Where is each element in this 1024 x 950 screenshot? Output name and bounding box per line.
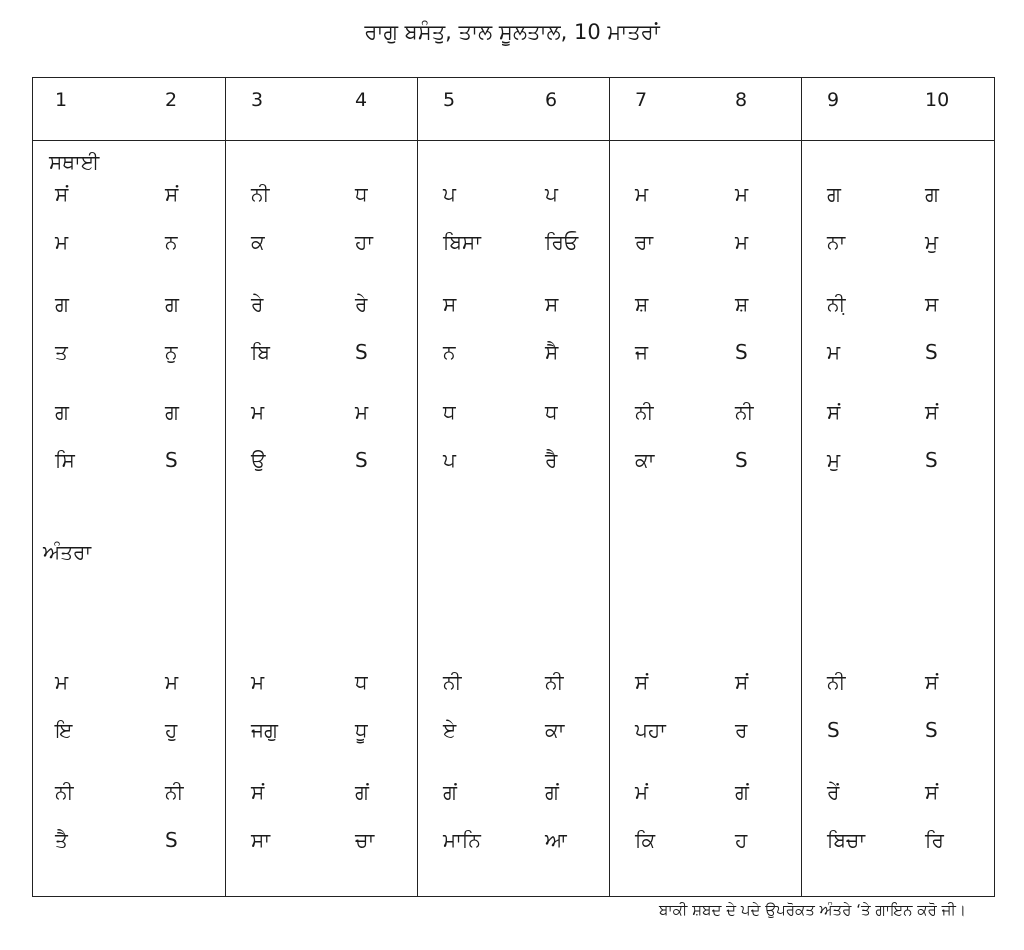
swar-cell: ਪ — [443, 182, 456, 206]
swar-cell: ਗ — [165, 292, 179, 316]
swar-cell: ਮ — [635, 182, 649, 206]
bol-cell: ਮੁ — [827, 448, 841, 472]
swar-cell: ਸਂ — [827, 400, 841, 424]
swar-cell: ਨੀ — [251, 182, 270, 206]
swar-cell: ਗਂ — [355, 780, 369, 804]
beat-number: 3 — [251, 89, 264, 111]
bol-cell: ਮ — [735, 230, 749, 254]
antra-label: ਅੰਤਰਾ — [43, 540, 92, 564]
swar-cell: ਮਂ — [635, 780, 649, 804]
swar-cell: ਮ — [251, 400, 265, 424]
swar-cell: ਧ — [355, 670, 368, 694]
swar-cell: ਰੇ — [251, 292, 264, 316]
beat-number: 10 — [925, 89, 950, 111]
swar-cell: ਮ — [355, 400, 369, 424]
beat-number: 1 — [55, 89, 68, 111]
sthai-label: ਸਥਾਈ — [49, 150, 100, 174]
bol-cell: ਕਿ — [635, 828, 656, 852]
bol-cell: ਜਗੁ — [251, 718, 278, 742]
group-divider — [417, 78, 418, 896]
bol-cell: ਪ — [443, 448, 456, 472]
bol-cell: S — [925, 718, 938, 742]
bol-cell: ਸਿ — [55, 448, 75, 472]
beat-number: 5 — [443, 89, 456, 111]
swar-cell: ਗਂ — [545, 780, 559, 804]
bol-cell: ਨਾ — [827, 230, 846, 254]
bol-cell: ਪਹਾ — [635, 718, 666, 742]
bol-cell: ਇ — [55, 718, 73, 742]
swar-cell: ਨੀ — [545, 670, 564, 694]
footer-note: ਬਾਕੀ ਸ਼ਬਦ ਦੇ ਪਦੇ ਉਪਰੋਕਤ ਅੰਤਰੇ ‘ਤੇ ਗਾਇਨ ਕਰੋ ਜੀ। — [658, 901, 966, 919]
swar-cell: ਗ — [165, 400, 179, 424]
swar-cell: ਸਂ — [55, 182, 69, 206]
beat-number: 6 — [545, 89, 558, 111]
swar-cell: ਸ਼ — [735, 292, 749, 316]
swar-cell: ਰੇ — [355, 292, 368, 316]
bol-cell: S — [735, 448, 748, 472]
header-divider — [33, 140, 994, 141]
bol-cell: ਜ — [635, 340, 649, 364]
swar-cell: ਰੇਂ — [827, 780, 840, 804]
bol-cell: ਨ — [165, 230, 178, 254]
bol-cell: ਧੂ — [355, 718, 368, 742]
swar-cell: ਨੀ — [55, 780, 74, 804]
bol-cell: ਤੈ — [55, 828, 68, 852]
beat-number: 2 — [165, 89, 178, 111]
beat-number: 4 — [355, 89, 368, 111]
bol-cell: ਕਾ — [545, 718, 565, 742]
swar-cell: ਧ — [443, 400, 456, 424]
swar-cell: ਗ — [827, 182, 841, 206]
bol-cell: ਸੈ — [545, 340, 559, 364]
bol-cell: S — [165, 828, 178, 852]
swar-cell: ਗ — [55, 292, 69, 316]
swar-cell: ਸਂ — [925, 780, 939, 804]
bol-cell: ਆ — [545, 828, 567, 852]
swar-cell: ਸਂ — [925, 670, 939, 694]
group-divider — [801, 78, 802, 896]
bol-cell: ਹ — [735, 828, 748, 852]
group-divider — [609, 78, 610, 896]
bol-cell: ਚਾ — [355, 828, 375, 852]
swar-cell: ਸ — [925, 292, 939, 316]
bol-cell: ਕ — [251, 230, 265, 254]
swar-cell: ਸਂ — [251, 780, 265, 804]
bol-cell: ਹਾ — [355, 230, 373, 254]
bol-cell: S — [925, 340, 938, 364]
beat-number: 8 — [735, 89, 748, 111]
swar-cell: ਧ — [545, 400, 558, 424]
swar-cell: ਸ਼ — [635, 292, 649, 316]
swar-cell: ਮ — [251, 670, 265, 694]
bol-cell: S — [827, 718, 840, 742]
beat-number: 7 — [635, 89, 648, 111]
swar-cell: ਮ — [735, 182, 749, 206]
swar-cell: ਸਂ — [925, 400, 939, 424]
bol-cell: ਬਿ — [251, 340, 270, 364]
bol-cell: ਰੈ — [545, 448, 558, 472]
swar-cell: ਪ — [545, 182, 558, 206]
bol-cell: ਸਾ — [251, 828, 271, 852]
swar-cell: ਨੀ — [443, 670, 462, 694]
swar-cell: ਧ — [355, 182, 368, 206]
bol-cell: ਮੁ — [925, 230, 939, 254]
swar-cell: ਸਂ — [635, 670, 649, 694]
group-divider — [225, 78, 226, 896]
notation-table — [32, 77, 995, 897]
swar-cell: ਗ — [925, 182, 939, 206]
bol-cell: ਨ — [443, 340, 456, 364]
swar-cell: ਨੀ — [635, 400, 654, 424]
swar-cell: ਗਂ — [443, 780, 457, 804]
bol-cell: ਬਿਸਾ — [443, 230, 481, 254]
bol-cell: ਨੁ — [165, 340, 178, 364]
bol-cell: ਰਿਓ — [545, 230, 579, 254]
bol-cell: ਬਿਚਾ — [827, 828, 866, 852]
bol-cell: ਮ — [827, 340, 841, 364]
swar-cell: ਸਂ — [165, 182, 179, 206]
bol-cell: ਮ — [55, 230, 69, 254]
bol-cell: ਏ — [443, 718, 457, 742]
bol-cell: ਰਿ — [925, 828, 944, 852]
swar-cell: ਮ — [55, 670, 69, 694]
swar-cell: ਗ — [55, 400, 69, 424]
swar-cell: ਸ — [545, 292, 559, 316]
swar-cell: ਨੀ — [165, 780, 184, 804]
bol-cell: S — [925, 448, 938, 472]
bol-cell: ਹੁ — [165, 718, 178, 742]
swar-cell: ਨੀ਼ — [827, 292, 846, 316]
bol-cell: ਕਾ — [635, 448, 655, 472]
bol-cell: S — [355, 340, 368, 364]
beat-number: 9 — [827, 89, 840, 111]
swar-cell: ਮ — [165, 670, 179, 694]
bol-cell: ਮਾਨਿ — [443, 828, 481, 852]
bol-cell: S — [735, 340, 748, 364]
bol-cell: S — [165, 448, 178, 472]
bol-cell: ਉ — [251, 448, 266, 472]
swar-cell: ਸਂ — [735, 670, 749, 694]
bol-cell: ਤ — [55, 340, 68, 364]
bol-cell: ਰਾ — [635, 230, 654, 254]
swar-cell: ਨੀ — [827, 670, 846, 694]
bol-cell: S — [355, 448, 368, 472]
bol-cell: ਰ — [735, 718, 748, 742]
page-title: ਰਾਗੁ ਬਸੰਤੁ, ਤਾਲ ਸੂਲਤਾਲ, 10 ਮਾਤਰਾਂ — [364, 20, 660, 44]
swar-cell: ਸ — [443, 292, 457, 316]
swar-cell: ਨੀ — [735, 400, 754, 424]
swar-cell: ਗਂ — [735, 780, 749, 804]
